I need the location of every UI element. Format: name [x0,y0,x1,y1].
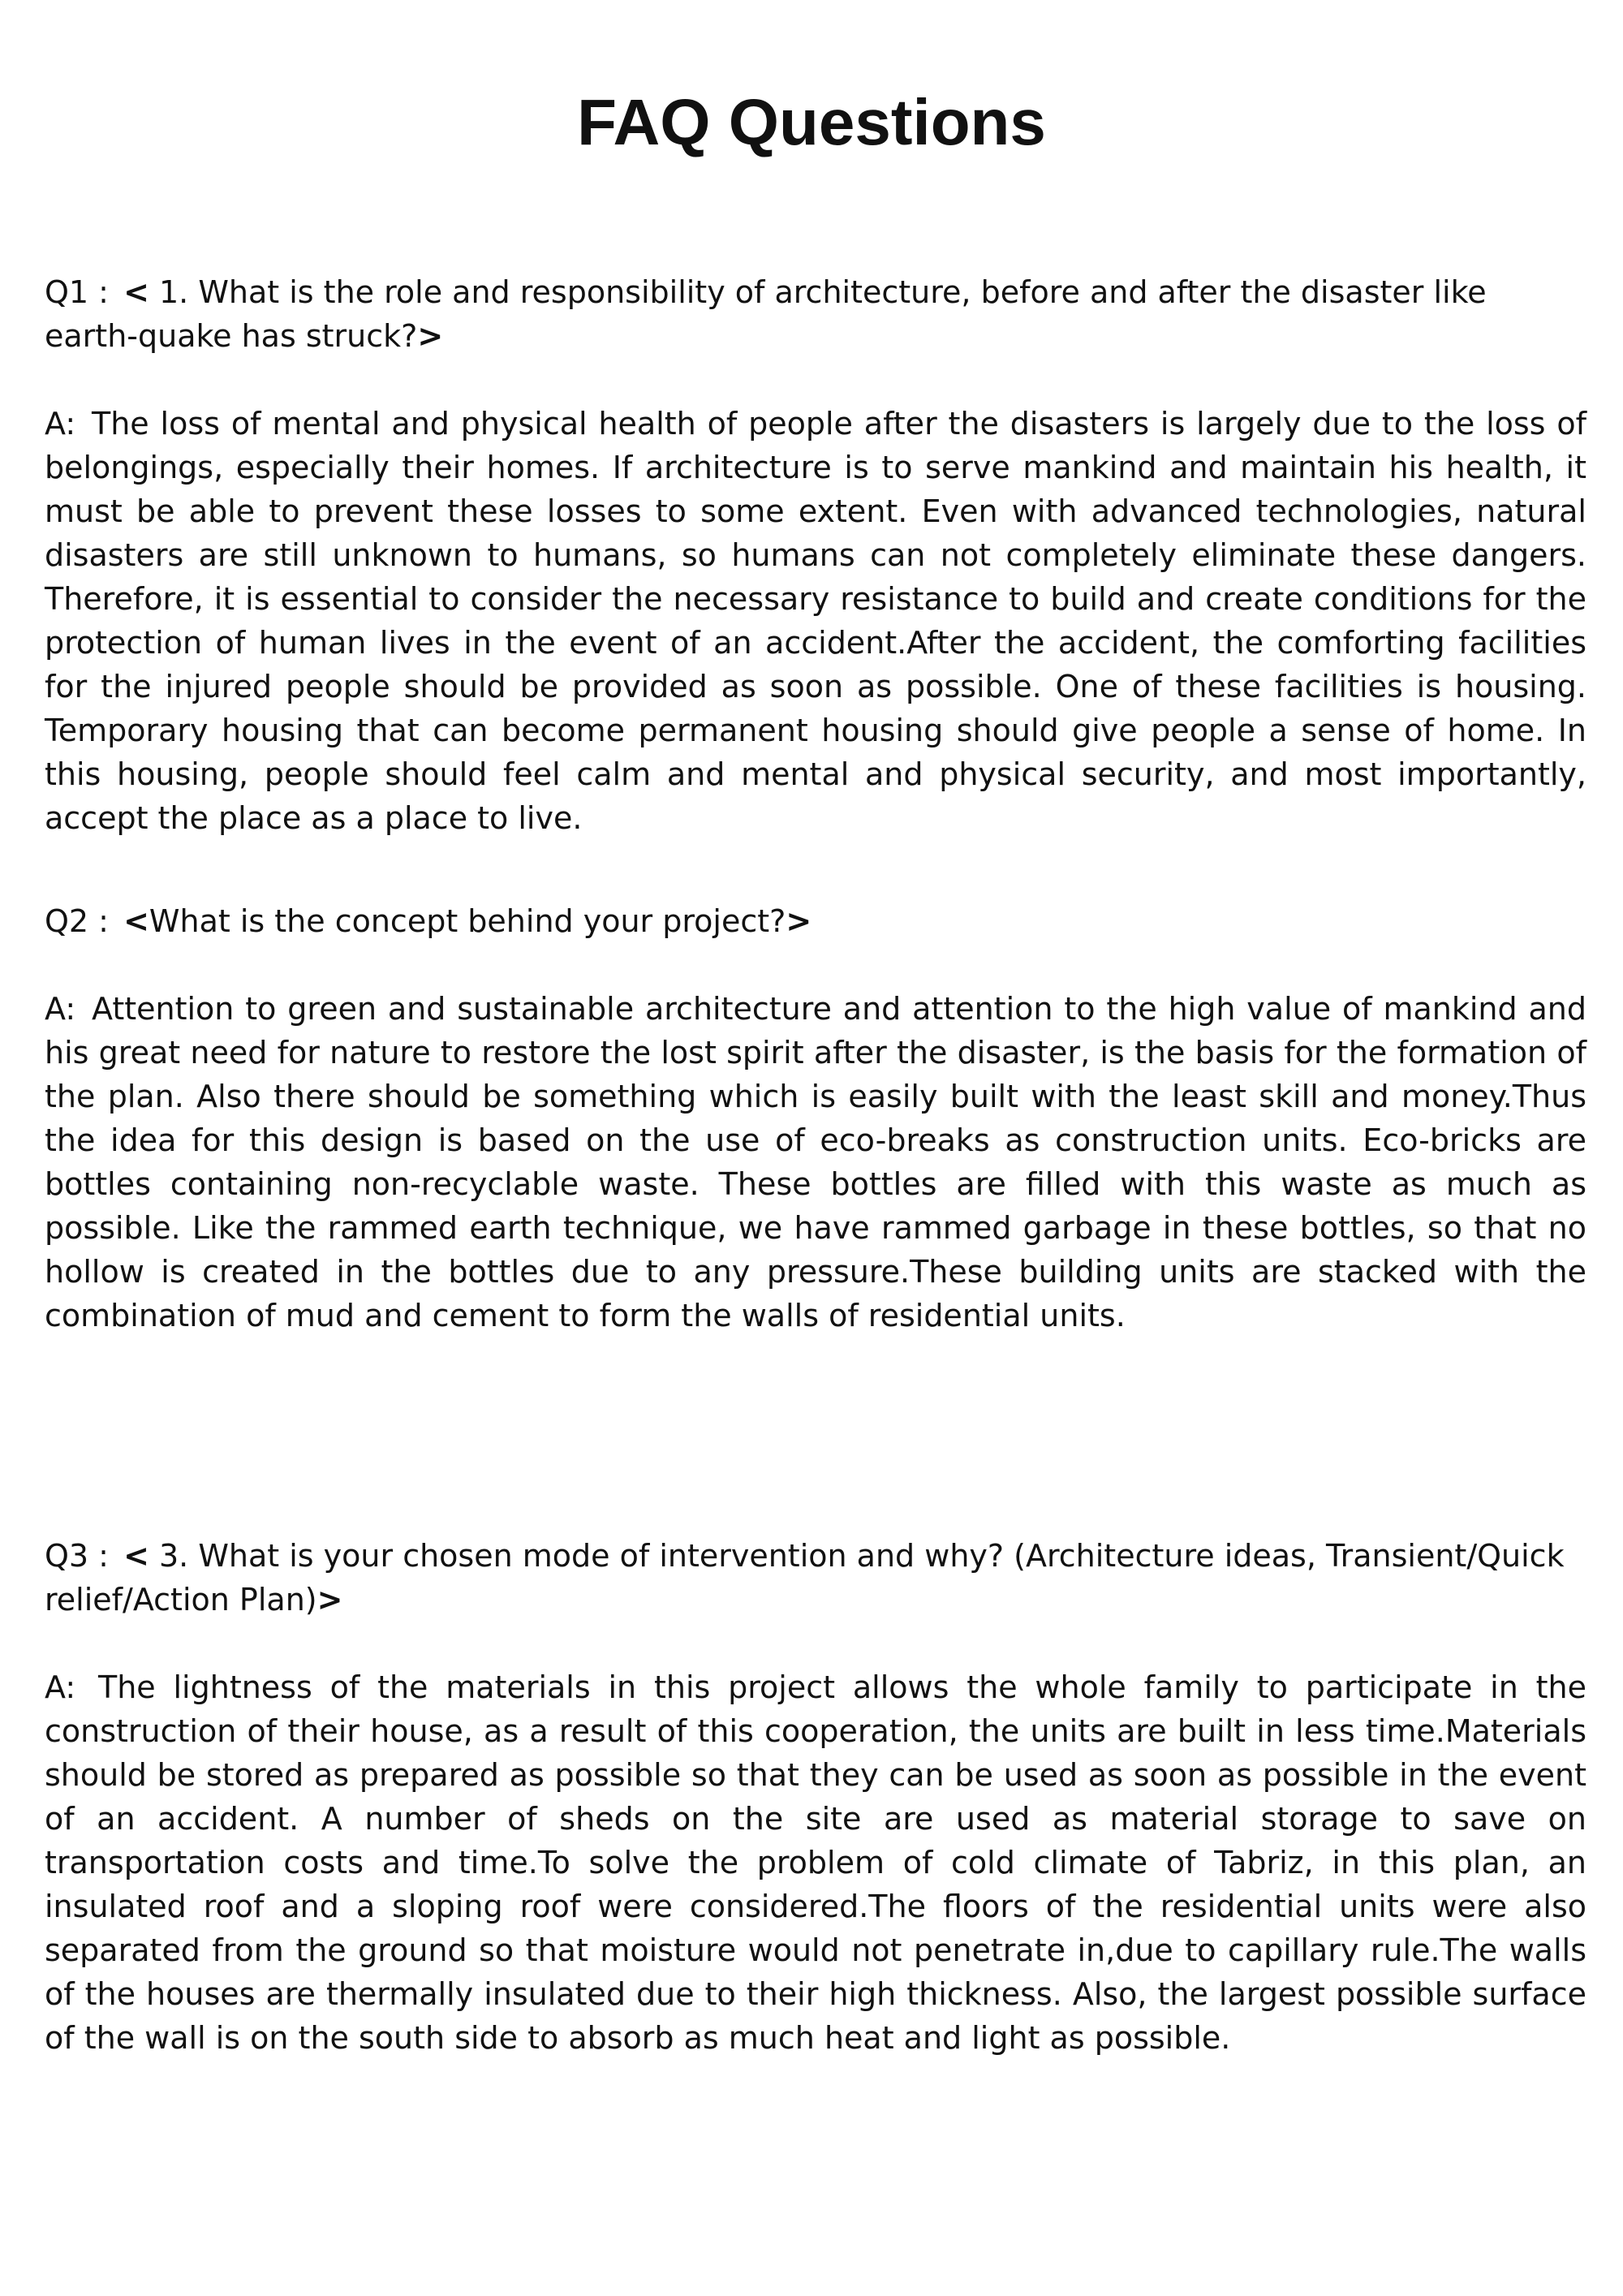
faq-item-1 [45,270,1586,840]
close-bracket: > [417,318,444,354]
question-text: What is the concept behind your project? [149,903,786,939]
answer-text: The loss of mental and physical health of people after the disasters is largely due to the loss of belongings, especially their homes. If architecture is to serve mankind and maintain his health, it must be able to prevent these losses to some extent. Even with advanced technologies, natural disasters are still unknown to humans, so humans can not completely eliminate these dangers. Therefore, it is essential to consider the necessary resistance to build and create conditions for the protection of human lives in the event of an accident.After the accident, the comforting facilities for the injured people should be provided as soon as possible. One of these facilities is housing. Temporary housing that can become permanent housing should give people a sense of home. In this housing, people should feel calm and mental and physical security, and most importantly, accept the place as a place to live. [45,406,1586,836]
answer-prefix: A: [45,991,76,1027]
question-text: 3. What is your chosen mode of intervention and why? (Architecture ideas, Transient/Quick relief/Action Plan) [45,1538,1565,1618]
question-prefix: Q3 : [45,1538,109,1574]
answer-prefix: A: [45,406,76,442]
answer-1 [45,402,1586,840]
faq-item-2 [45,899,1586,1338]
open-bracket: < [123,903,149,939]
question-2 [45,899,1586,943]
close-bracket: > [316,1582,343,1618]
answer-text: Attention to green and sustainable architecture and attention to the high value of mankind and his great need for nature to restore the lost spirit after the disaster, is the basis for the formation of the plan. Also there should be something which is easily built with the least skill and money.Thus the idea for this design is based on the use of eco-breaks as construction units. Eco-bricks are bottles containing non-recyclable waste. These bottles are filled with this waste as much as possible. Like the rammed earth technique, we have rammed garbage in these bottles, so that no hollow is created in the bottles due to any pressure.These building units are stacked with the combination of mud and cement to form the walls of residential units. [45,991,1586,1333]
close-bracket: > [786,903,812,939]
question-1 [45,270,1586,358]
answer-3 [45,1665,1586,2060]
open-bracket: < [123,1538,149,1574]
answer-text: The lightness of the materials in this project allows the whole family to participate in the construction of their house, as a result of this cooperation, the units are built in less time.Materials should be stored as prepared as possible so that they can be used as soon as possible in the event of an accident. A number of sheds on the site are used as material storage to save on transportation costs and time.To solve the problem of cold climate of Tabriz, in this plan, an insulated roof and a sloping roof were considered.The floors of the residential units were also separated from the ground so that moisture would not penetrate in,due to capillary rule.The walls of the houses are thermally insulated due to their high thickness. Also, the largest possible surface of the wall is on the south side to absorb as much heat and light as possible. [45,1669,1586,2056]
question-text: 1. What is the role and responsibility of architecture, before and after the disaster like earth-quake has struck? [45,274,1487,354]
page-title: FAQ Questions [577,86,1046,158]
question-prefix: Q1 : [45,274,109,310]
faq-item-3 [45,1534,1586,2060]
question-3 [45,1534,1586,1622]
question-prefix: Q2 : [45,903,109,939]
answer-2 [45,987,1586,1338]
answer-prefix: A: [45,1669,76,1705]
open-bracket: < [123,274,149,310]
